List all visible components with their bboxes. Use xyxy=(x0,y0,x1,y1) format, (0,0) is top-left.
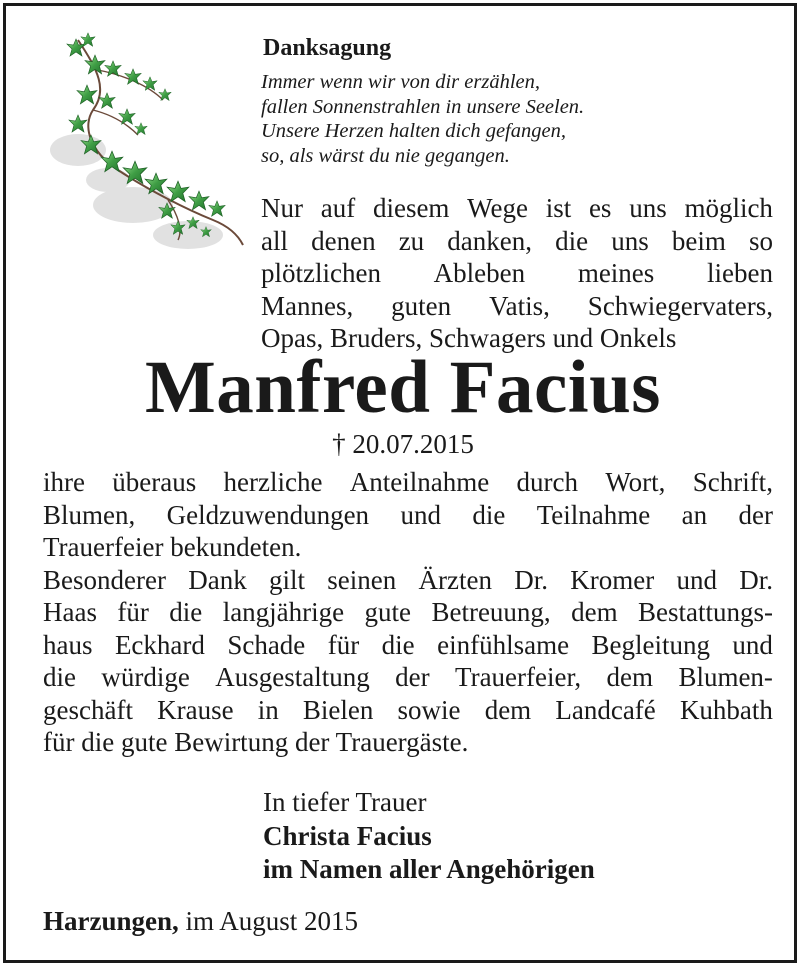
word: dem xyxy=(606,662,654,692)
signature-line: In tiefer Trauer xyxy=(263,787,427,817)
word: für xyxy=(327,629,360,660)
word: Wort, xyxy=(605,467,666,497)
word: Bestattungs- xyxy=(638,597,773,627)
word: gute xyxy=(364,597,412,627)
poem-line: fallen Sonnenstrahlen in unsere Seelen. xyxy=(261,95,585,118)
word: Kuhbath xyxy=(679,694,773,725)
body-line xyxy=(43,694,773,727)
word: ihre xyxy=(43,467,85,497)
word: Dr. xyxy=(739,564,773,595)
word: Nur xyxy=(261,193,303,223)
footer-date: im August 2015 xyxy=(178,906,359,936)
word: einfühlsame xyxy=(437,629,570,660)
word: der xyxy=(395,662,430,692)
word: Betreuung, xyxy=(431,597,551,627)
word: ist xyxy=(545,193,572,223)
word: Mannes, xyxy=(261,290,354,321)
word: Begleitung xyxy=(591,629,710,660)
word: uns xyxy=(611,225,649,256)
ivy-branch-illustration xyxy=(38,30,253,260)
word: so xyxy=(748,225,773,256)
word: meines xyxy=(577,258,655,288)
body-line xyxy=(43,661,773,694)
word: die xyxy=(169,597,203,627)
word: die xyxy=(555,225,589,256)
word: Schrift, xyxy=(692,467,773,497)
body-line: Trauerfeier bekundeten. xyxy=(43,532,302,562)
word: Anteilnahme xyxy=(349,467,490,497)
word: Geldzuwendungen xyxy=(166,499,370,530)
body-line xyxy=(43,596,773,629)
poem xyxy=(261,70,584,168)
word: zu xyxy=(398,225,425,256)
word: Landcafé xyxy=(555,694,656,725)
word: guten xyxy=(391,290,452,321)
poem-line: so, als wärst du nie gegangen. xyxy=(261,144,510,167)
word: für xyxy=(117,597,149,627)
word: Bielen xyxy=(302,694,374,725)
signature-name: Christa Facius xyxy=(263,820,432,851)
death-date: † 20.07.2015 xyxy=(332,429,474,459)
word: Teilnahme xyxy=(536,499,651,530)
word: Dank xyxy=(188,564,247,595)
word: und xyxy=(732,629,773,660)
word: lieben xyxy=(706,258,773,288)
word: haus xyxy=(43,629,93,660)
word: Blumen- xyxy=(678,662,773,692)
word: und xyxy=(400,499,441,530)
word: es xyxy=(588,193,612,223)
intro-line: Opas, Bruders, Schwagers und Onkels xyxy=(261,323,677,353)
word: diesem xyxy=(372,193,450,223)
word: seinen xyxy=(327,564,397,595)
word: all xyxy=(261,225,288,256)
word: plötzlichen xyxy=(261,258,381,288)
word: dem xyxy=(484,694,532,725)
poem-line: Immer wenn wir von dir erzählen, xyxy=(261,71,541,93)
word: Schwiegervaters, xyxy=(587,290,773,321)
heading: Danksagung xyxy=(263,35,392,61)
footer-place: Harzungen, xyxy=(43,906,179,936)
deceased-name: Manfred Facius xyxy=(145,346,661,429)
body-line xyxy=(43,629,773,662)
signature-block xyxy=(263,786,595,887)
word: danken, xyxy=(447,225,532,256)
word: uns xyxy=(629,193,667,223)
body-line xyxy=(43,564,773,597)
signature-relatives: im Namen aller Angehörigen xyxy=(263,854,595,884)
word: Schade xyxy=(227,629,306,660)
word: denen xyxy=(311,225,376,256)
word: Wege xyxy=(467,193,528,223)
word: Kromer xyxy=(570,564,655,595)
word: herzliche xyxy=(223,467,323,497)
body-line: für die gute Bewirtung der Trauergäste. xyxy=(43,727,469,757)
intro-line xyxy=(261,192,773,225)
word: würdige xyxy=(101,662,190,692)
word: die xyxy=(381,629,415,660)
word: überaus xyxy=(112,467,197,497)
word: sowie xyxy=(397,694,461,725)
word: dem xyxy=(571,597,618,627)
body-line xyxy=(43,466,773,499)
obituary-notice xyxy=(3,3,797,963)
word: Trauerfeier, xyxy=(455,662,582,692)
poem-line: Unsere Herzen halten dich gefangen, xyxy=(261,120,566,142)
footer xyxy=(43,906,358,937)
body-text xyxy=(43,466,773,759)
word: durch xyxy=(516,467,579,497)
word: geschäft xyxy=(43,694,133,725)
word: der xyxy=(738,499,773,530)
word: die xyxy=(472,499,506,530)
word: Ärzten xyxy=(418,564,492,595)
body-line xyxy=(43,499,773,532)
word: und xyxy=(676,564,717,595)
word: Blumen, xyxy=(43,499,136,530)
word: beim xyxy=(671,225,726,256)
word: Krause xyxy=(157,694,234,725)
word: Ableben xyxy=(433,258,526,288)
word: Besonderer xyxy=(43,564,166,595)
word: langjährige xyxy=(222,597,345,627)
word: Eckhard xyxy=(114,629,205,660)
word: in xyxy=(257,694,279,725)
word: an xyxy=(681,499,708,530)
word: auf xyxy=(320,193,356,223)
word: die xyxy=(43,662,76,692)
word: möglich xyxy=(684,193,773,223)
word: gilt xyxy=(268,564,305,595)
intro-line xyxy=(261,290,773,323)
intro-line xyxy=(261,225,773,258)
intro-line xyxy=(261,257,773,290)
word: Haas xyxy=(43,597,97,627)
intro-text xyxy=(261,192,773,355)
word: Vatis, xyxy=(489,290,550,321)
word: Ausgestaltung xyxy=(215,662,370,692)
word: Dr. xyxy=(514,564,548,595)
